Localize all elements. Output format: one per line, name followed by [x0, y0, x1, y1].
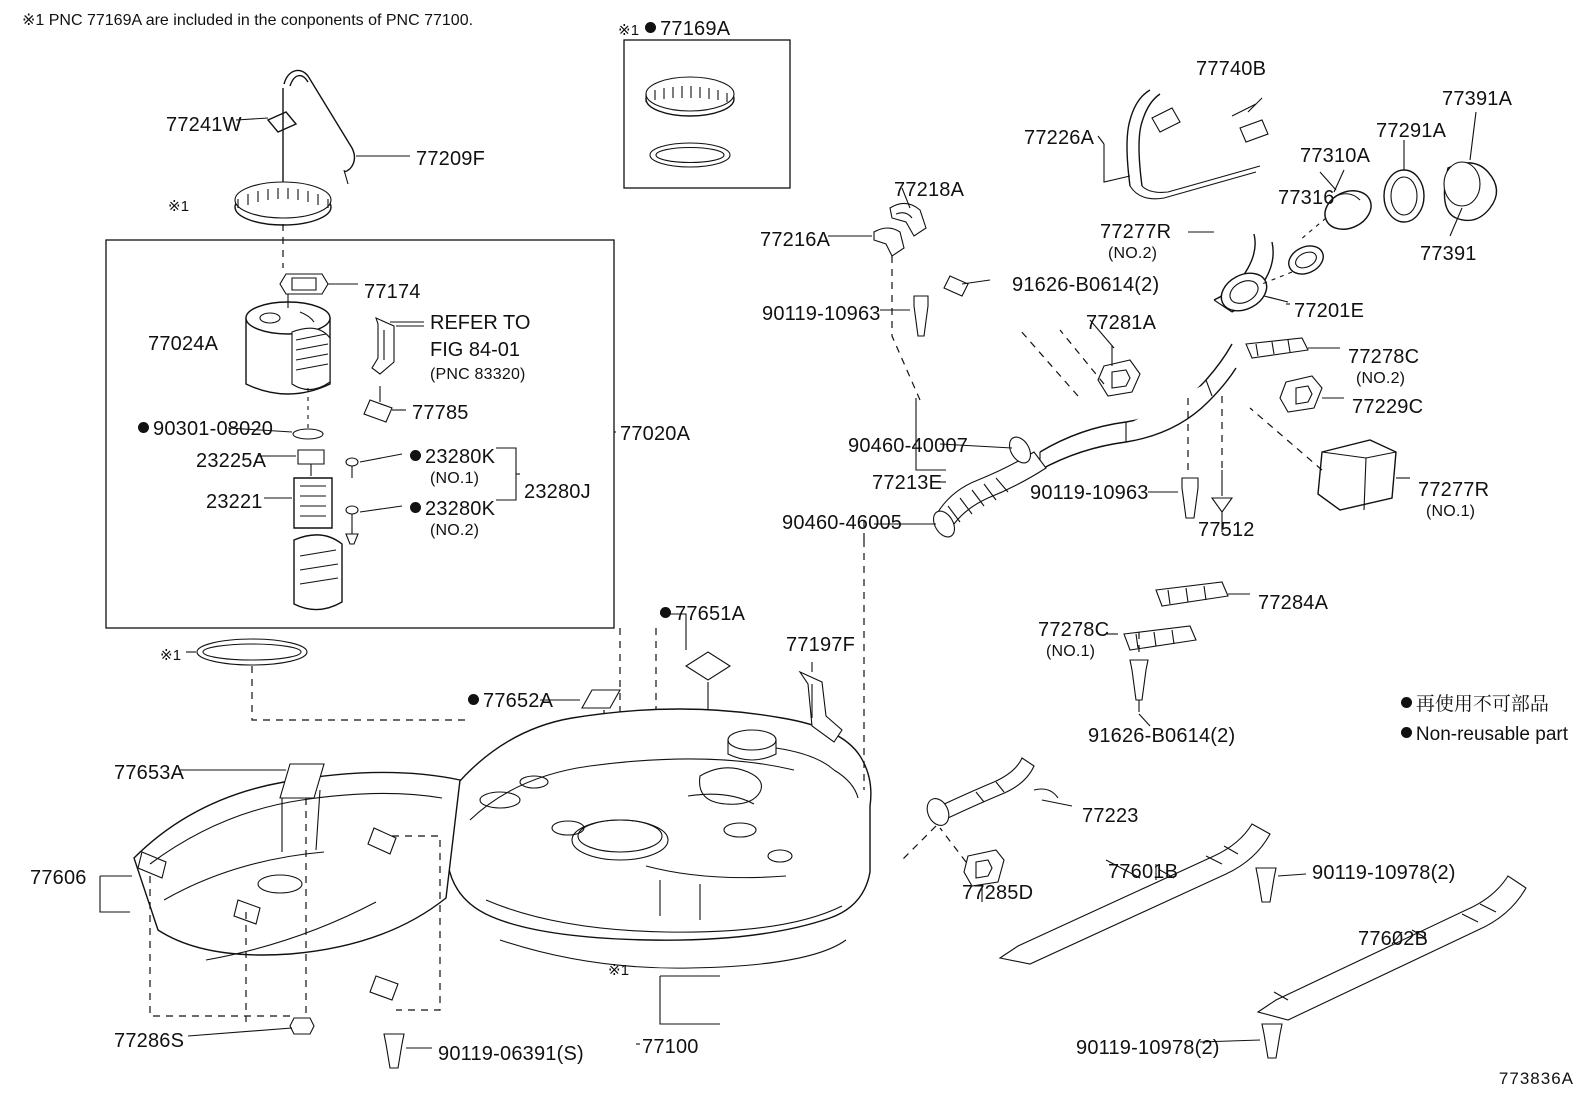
non-reusable-dot: [1401, 727, 1412, 738]
callout-77284a: 77284A: [1258, 592, 1329, 614]
mark-77651: ※1: [160, 647, 182, 664]
callout-text: 77652A: [483, 690, 554, 712]
non-reusable-dot: [138, 422, 149, 433]
callout-77241w: 77241W: [166, 114, 242, 136]
callout-77277r-no2: 77277R: [1100, 221, 1172, 243]
callout-77213e: 77213E: [872, 472, 943, 494]
non-reusable-dot: [410, 450, 421, 461]
callout-23280k-no1-sub: (NO.1): [430, 470, 480, 487]
callout-77277r-no2-sub: (NO.2): [1108, 245, 1158, 262]
callout-77512: 77512: [1198, 519, 1255, 541]
callout-23280k-no2-sub: (NO.2): [430, 522, 480, 539]
callout-77285d: 77285D: [962, 882, 1034, 904]
callout-90301-08020: [138, 418, 273, 440]
callout-text: 23280K: [425, 498, 496, 520]
non-reusable-dot: [410, 502, 421, 513]
mark-77241: ※1: [168, 198, 190, 215]
callout-91626-b0614-top: 91626-B0614(2): [1012, 274, 1160, 296]
legend: [1401, 690, 1568, 750]
callout-77197f: 77197F: [786, 634, 856, 656]
callout-77391: 77391: [1420, 243, 1477, 265]
refer-to-line2: FIG 84-01: [430, 339, 521, 361]
callout-23221: 23221: [206, 491, 263, 513]
inset-title-77169a: [618, 18, 730, 42]
callout-77201e: 77201E: [1294, 300, 1365, 322]
legend-item-jp: [1401, 690, 1568, 720]
callout-77740b: 77740B: [1196, 58, 1267, 80]
legend-label: 再使用不可部品: [1415, 694, 1549, 715]
callout-77218a: 77218A: [894, 179, 965, 201]
callout-77602b: 77602B: [1358, 928, 1429, 950]
callout-77216a: 77216A: [760, 229, 831, 251]
callout-77277r-no1-sub: (NO.1): [1426, 503, 1476, 520]
callout-text: 23280K: [425, 446, 496, 468]
callout-77606: 77606: [30, 867, 87, 889]
callout-23280j: 23280J: [524, 481, 591, 503]
callout-90119-06391: 90119-06391(S): [438, 1043, 584, 1065]
refer-to-line3: (PNC 83320): [430, 366, 526, 383]
header-note: ※1 PNC 77169A are included in the conponents of PNC 77100.: [22, 12, 474, 29]
callout-77651a: [660, 603, 745, 625]
callout-77281a: 77281A: [1086, 312, 1157, 334]
callout-77391a: 77391A: [1442, 88, 1513, 110]
callout-77316: 77316: [1278, 187, 1335, 209]
non-reusable-dot: [660, 607, 671, 618]
mark-77100: ※1: [608, 962, 630, 979]
callout-77278c-no1-sub: (NO.1): [1046, 643, 1096, 660]
callout-23225a: 23225A: [196, 450, 267, 472]
legend-item-en: [1401, 720, 1568, 750]
callout-77024a: 77024A: [148, 333, 219, 355]
callout-23280k-no2: [410, 498, 495, 520]
callout-77229c: 77229C: [1352, 396, 1424, 418]
mark-asterisk1: ※1: [618, 22, 640, 39]
callout-90119-10963-mid: 90119-10963: [1030, 482, 1149, 504]
callout-77601b: 77601B: [1108, 861, 1179, 883]
callout-90119-10963-top: 90119-10963: [762, 303, 881, 325]
callout-77286s: 77286S: [114, 1030, 185, 1052]
callout-77652a: [468, 690, 553, 712]
callout-90119-10978-upper: 90119-10978(2): [1312, 862, 1456, 884]
callout-77174: 77174: [364, 281, 421, 303]
callout-77653a: 77653A: [114, 762, 185, 784]
callout-77278c-no1: 77278C: [1038, 619, 1110, 641]
callout-77277r-no1: 77277R: [1418, 479, 1490, 501]
callout-77278c-no2: 77278C: [1348, 346, 1420, 368]
drawing-code: 773836A: [1498, 1069, 1574, 1088]
legend-label: Non-reusable part: [1415, 724, 1568, 745]
callout-77291a: 77291A: [1376, 120, 1447, 142]
callout-text: 77169A: [660, 18, 731, 40]
non-reusable-dot: [645, 22, 656, 33]
callout-77100: 77100: [642, 1036, 699, 1058]
callout-text: 90301-08020: [153, 418, 274, 440]
callout-text: 77651A: [675, 603, 746, 625]
refer-to-note: [430, 310, 530, 386]
callout-90460-46005: 90460-46005: [782, 512, 903, 534]
non-reusable-dot: [1401, 697, 1412, 708]
callout-77020a: 77020A: [620, 423, 691, 445]
callout-77223: 77223: [1082, 805, 1139, 827]
callout-77785: 77785: [412, 402, 469, 424]
callout-77278c-no2-sub: (NO.2): [1356, 370, 1406, 387]
refer-to-line1: REFER TO: [430, 312, 531, 334]
callout-90460-40007: 90460-40007: [848, 435, 969, 457]
callout-77310a: 77310A: [1300, 145, 1371, 167]
callout-91626-b0614-bottom: 91626-B0614(2): [1088, 725, 1236, 747]
non-reusable-dot: [468, 694, 479, 705]
callout-77226a: 77226A: [1024, 127, 1095, 149]
callout-23280k-no1: [410, 446, 495, 468]
callout-90119-10978-lower: 90119-10978(2): [1076, 1037, 1220, 1059]
callout-77209f: 77209F: [416, 148, 486, 170]
